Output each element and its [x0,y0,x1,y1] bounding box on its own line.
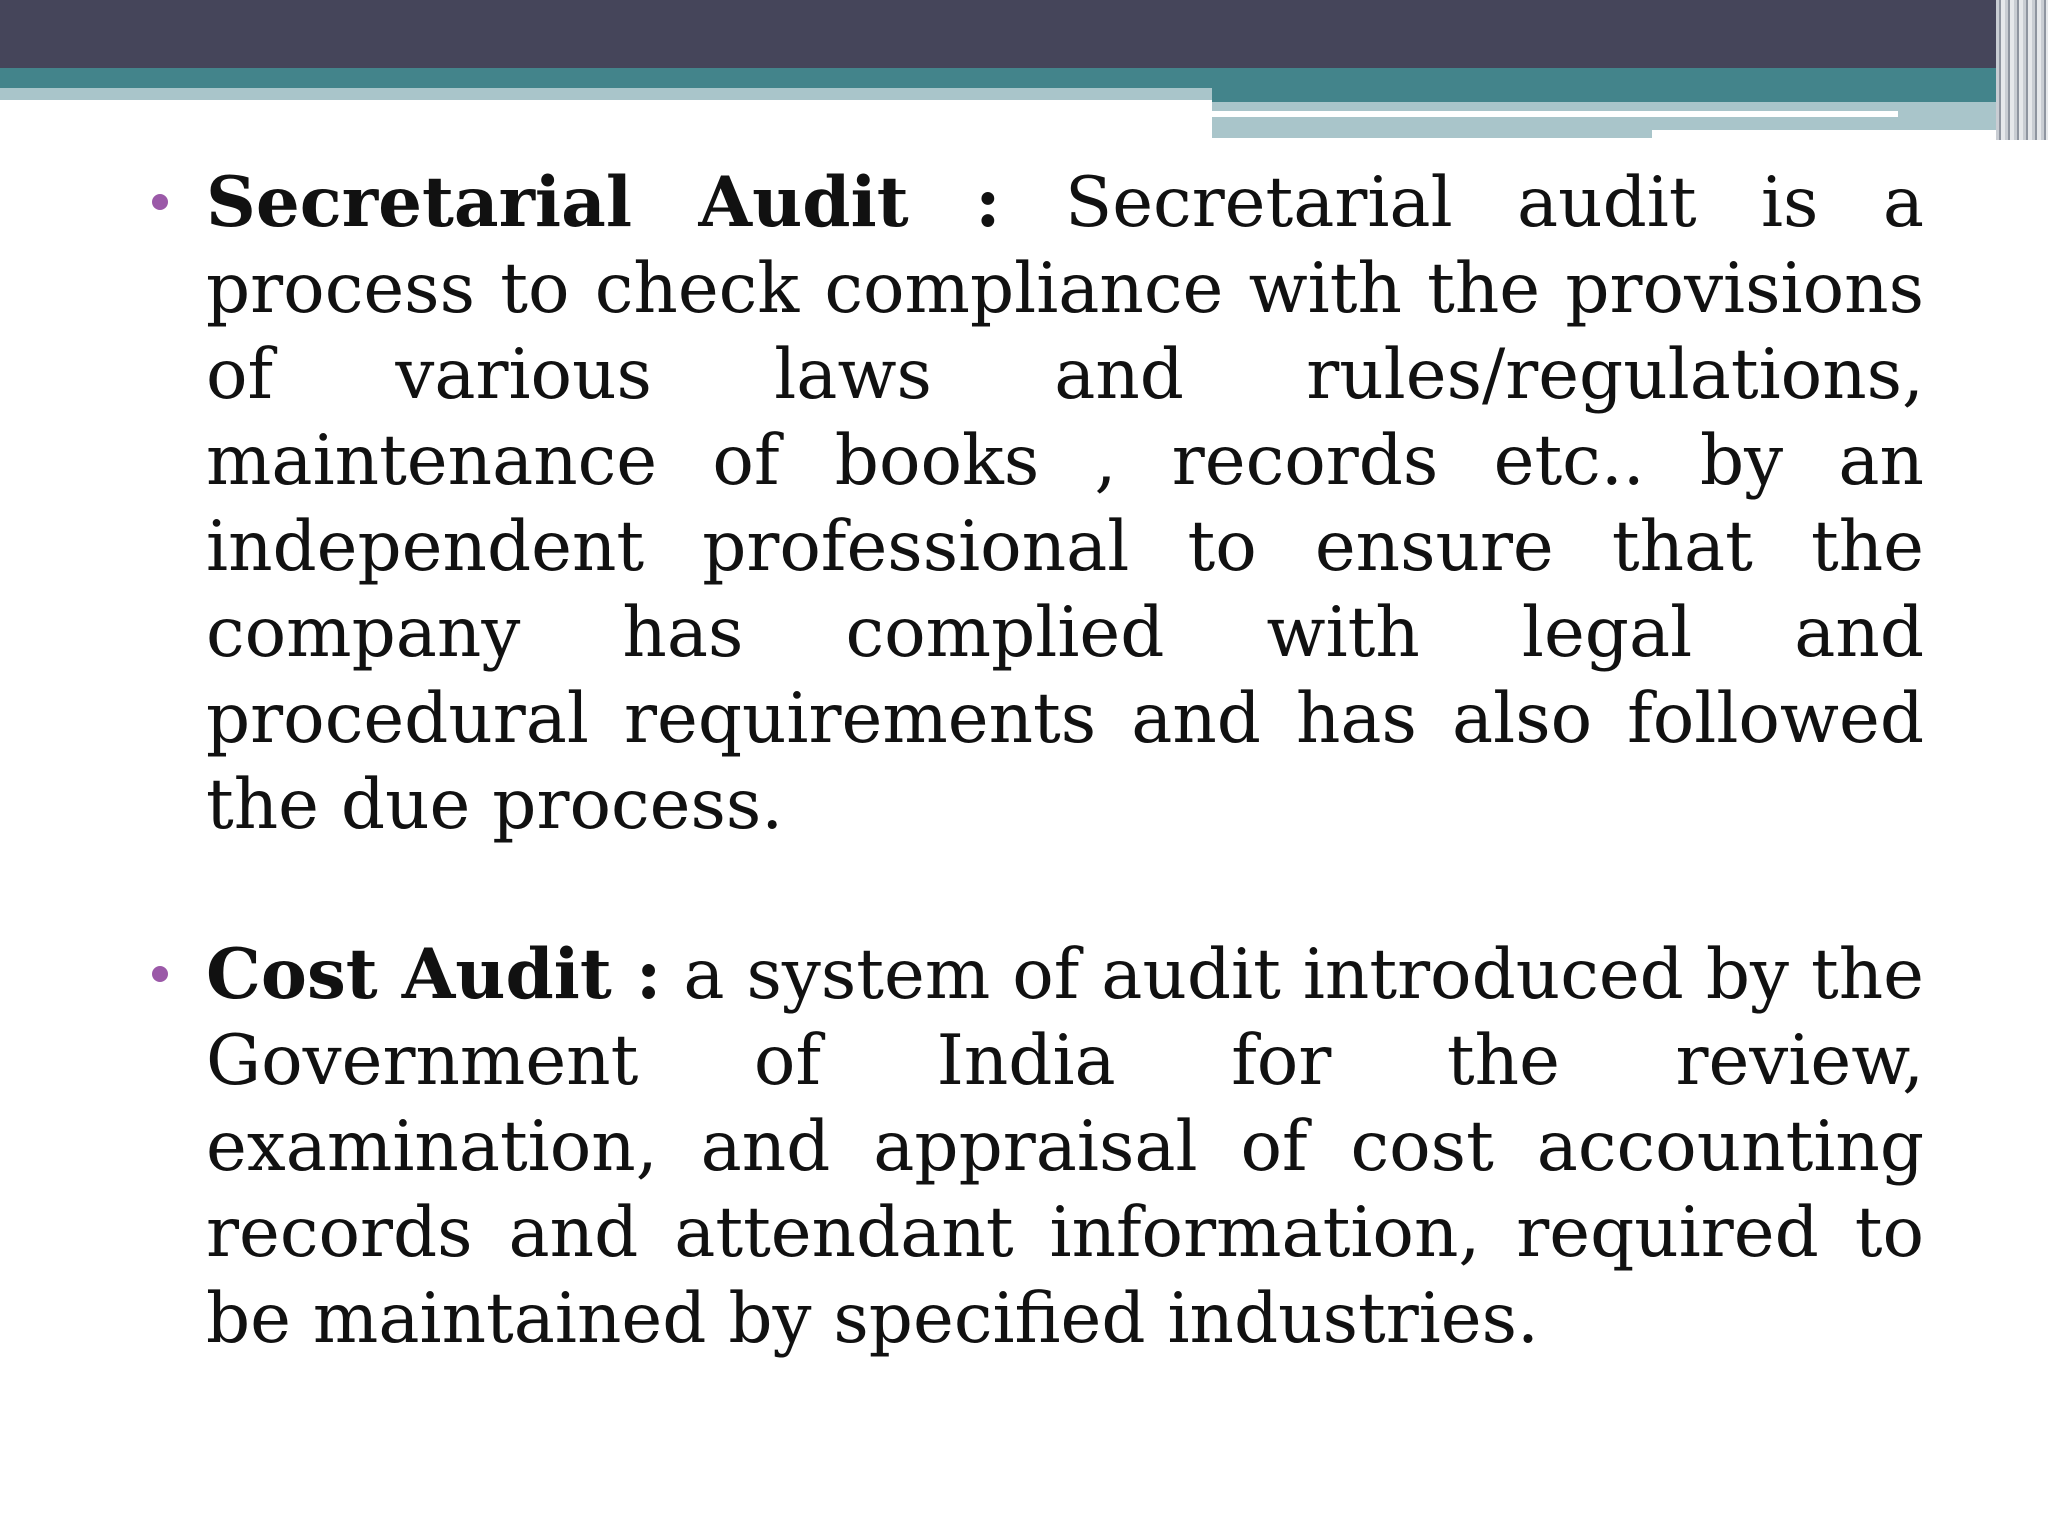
bullet-definition: a system of audit introduced by the Government of India for the review, examination, and appraisal of cost accounting records and attendant information, required to be maintained by specified industries. [206,935,1924,1359]
edge-stripes-decoration [1996,0,2048,140]
bullet-definition: Secretarial audit is a process to check compliance with the provisions of various laws and rules/regulations, maintenance of books , records etc.. by an independent professional to ensure that the company has complied with legal and procedural requirements and has also followed the due process. [206,163,1924,845]
header-band-teal [0,68,2048,88]
bullet-dot-icon [152,194,168,210]
header-accent-line [1212,111,1898,117]
bullet-term: Secretarial Audit : [206,162,1001,243]
header-band-right-teal [1212,88,2048,102]
bullet-term: Cost Audit : [206,934,662,1015]
bullet-secretarial-audit [148,160,1924,848]
header-band-light [0,88,1212,100]
header-band-dark [0,0,2048,68]
bullet-dot-icon [152,966,168,982]
bullet-cost-audit [148,932,1924,1362]
header-notch [1652,130,2048,138]
slide-body [148,160,1924,1362]
